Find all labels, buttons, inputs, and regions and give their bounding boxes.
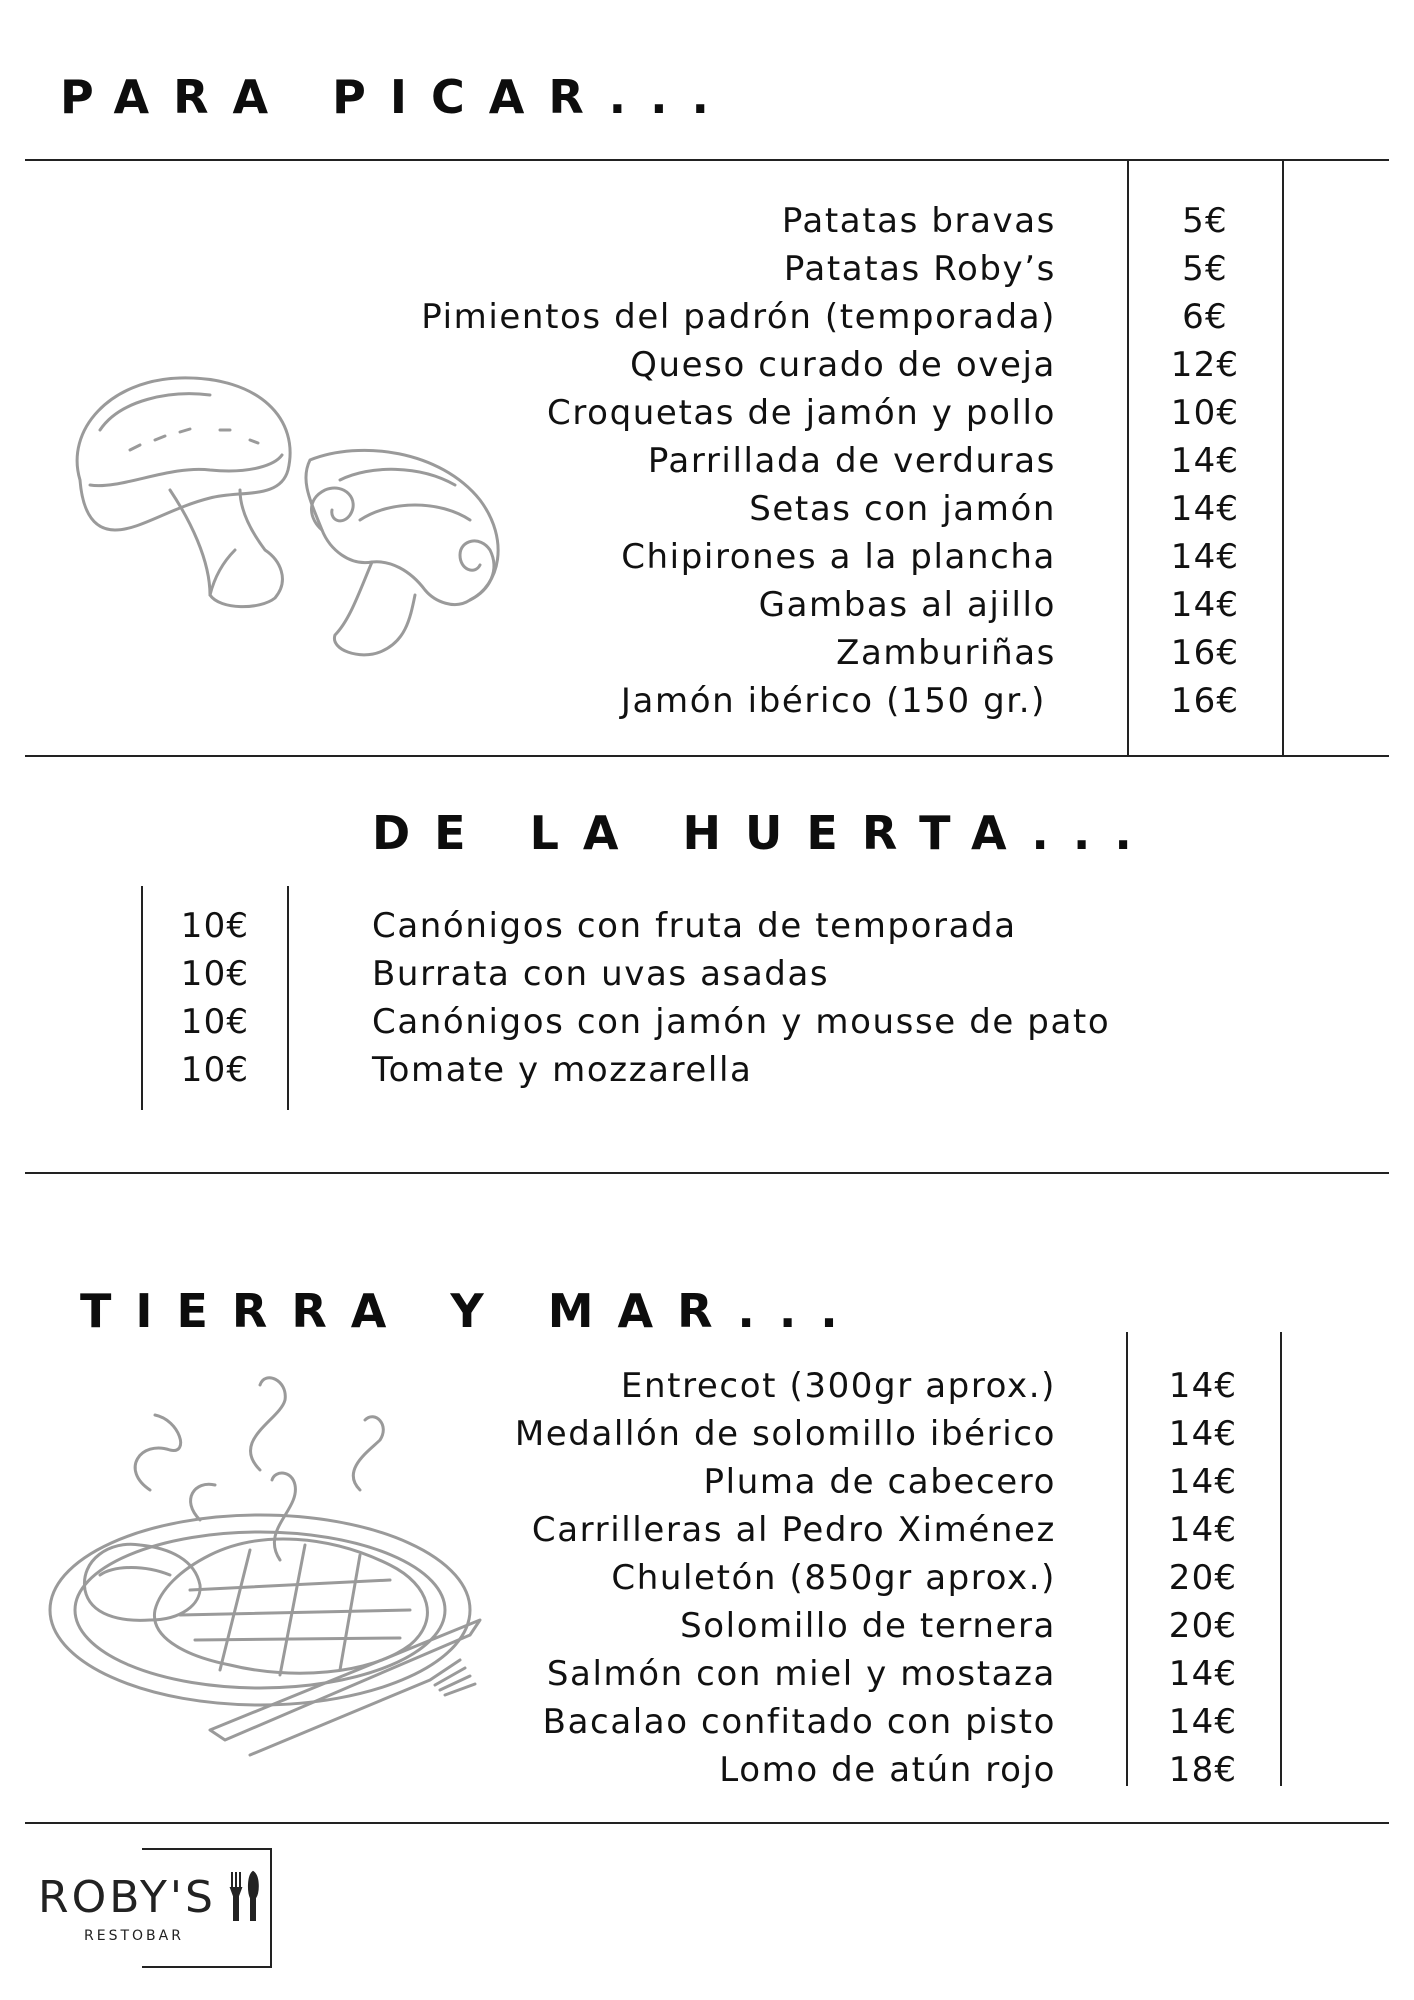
menu-item-price: 10€ <box>180 1050 250 1090</box>
menu-item-name: Queso curado de oveja <box>630 345 1056 385</box>
cutlery-icon <box>226 1870 266 1922</box>
menu-item-name: Chipirones a la plancha <box>621 537 1056 577</box>
huerta-prices <box>160 902 270 1094</box>
menu-item-name: Carrilleras al Pedro Ximénez <box>531 1510 1056 1550</box>
menu-item-price: 5€ <box>1182 201 1228 241</box>
menu-item-price: 14€ <box>1170 537 1240 577</box>
menu-item-name: Lomo de atún rojo <box>719 1750 1056 1790</box>
huerta-names <box>372 902 1172 1094</box>
menu-item-name: Setas con jamón <box>749 489 1056 529</box>
column-divider <box>141 886 143 1110</box>
logo-subtitle: RESTOBAR <box>84 1928 184 1944</box>
menu-item-name: Canónigos con jamón y mousse de pato <box>372 1002 1111 1042</box>
menu-item-price: 14€ <box>1168 1654 1238 1694</box>
menu-item-name: Medallón de solomillo ibérico <box>514 1414 1056 1454</box>
section-title-de-la-huerta: DE LA HUERTA... <box>372 806 1156 860</box>
menu-item-name: Jamón ibérico (150 gr.) <box>620 681 1046 721</box>
menu-item-name: Parrillada de verduras <box>647 441 1056 481</box>
menu-item-price: 5€ <box>1182 249 1228 289</box>
menu-item-price: 14€ <box>1168 1510 1238 1550</box>
menu-item-name: Croquetas de jamón y pollo <box>547 393 1056 433</box>
menu-item-name: Chuletón (850gr aprox.) <box>611 1558 1056 1598</box>
menu-item-price: 10€ <box>180 1002 250 1042</box>
menu-item-name: Zamburiñas <box>836 633 1056 673</box>
logo-name: ROBY'S <box>38 1872 216 1923</box>
menu-item-name: Bacalao confitado con pisto <box>542 1702 1056 1742</box>
divider <box>25 1172 1389 1174</box>
menu-item-price: 10€ <box>1170 393 1240 433</box>
menu-item-name: Gambas al ajillo <box>758 585 1056 625</box>
menu-item-price: 14€ <box>1168 1414 1238 1454</box>
menu-item-price: 14€ <box>1170 585 1240 625</box>
column-divider <box>1127 160 1129 756</box>
menu-item-price: 14€ <box>1168 1702 1238 1742</box>
menu-item-name: Burrata con uvas asadas <box>372 954 830 994</box>
section-title-tierra-y-mar: TIERRA Y MAR... <box>80 1284 862 1338</box>
menu-item-price: 14€ <box>1170 489 1240 529</box>
menu-item-price: 6€ <box>1182 297 1228 337</box>
picar-prices <box>1130 197 1280 725</box>
menu-item-name: Pimientos del padrón (temporada) <box>421 297 1056 337</box>
divider <box>25 159 1389 161</box>
divider <box>25 1822 1389 1824</box>
menu-item-name: Solomillo de ternera <box>680 1606 1056 1646</box>
menu-item-price: 16€ <box>1170 633 1240 673</box>
menu-item-price: 14€ <box>1170 441 1240 481</box>
menu-item-name: Patatas Roby’s <box>783 249 1056 289</box>
divider <box>25 755 1389 757</box>
menu-item-price: 12€ <box>1170 345 1240 385</box>
menu-item-price: 20€ <box>1168 1606 1238 1646</box>
menu-item-name: Entrecot (300gr aprox.) <box>620 1366 1056 1406</box>
menu-item-price: 14€ <box>1168 1462 1238 1502</box>
tierra-prices <box>1128 1362 1278 1794</box>
menu-item-name: Tomate y mozzarella <box>372 1050 753 1090</box>
menu-item-name: Salmón con miel y mostaza <box>546 1654 1056 1694</box>
menu-item-price: 18€ <box>1168 1750 1238 1790</box>
menu-item-name: Pluma de cabecero <box>703 1462 1056 1502</box>
column-divider <box>287 886 289 1110</box>
mushrooms-icon <box>60 370 550 670</box>
menu-item-price: 16€ <box>1170 681 1240 721</box>
column-divider <box>1280 1332 1282 1786</box>
menu-item-name: Patatas bravas <box>781 201 1056 241</box>
menu-item-price: 10€ <box>180 954 250 994</box>
menu-item-price: 20€ <box>1168 1558 1238 1598</box>
section-title-para-picar: PARA PICAR... <box>60 70 734 124</box>
steak-plate-icon <box>30 1360 530 1780</box>
menu-item-name: Canónigos con fruta de temporada <box>372 906 1017 946</box>
menu-item-price: 14€ <box>1168 1366 1238 1406</box>
menu-item-price: 10€ <box>180 906 250 946</box>
column-divider <box>1282 160 1284 756</box>
